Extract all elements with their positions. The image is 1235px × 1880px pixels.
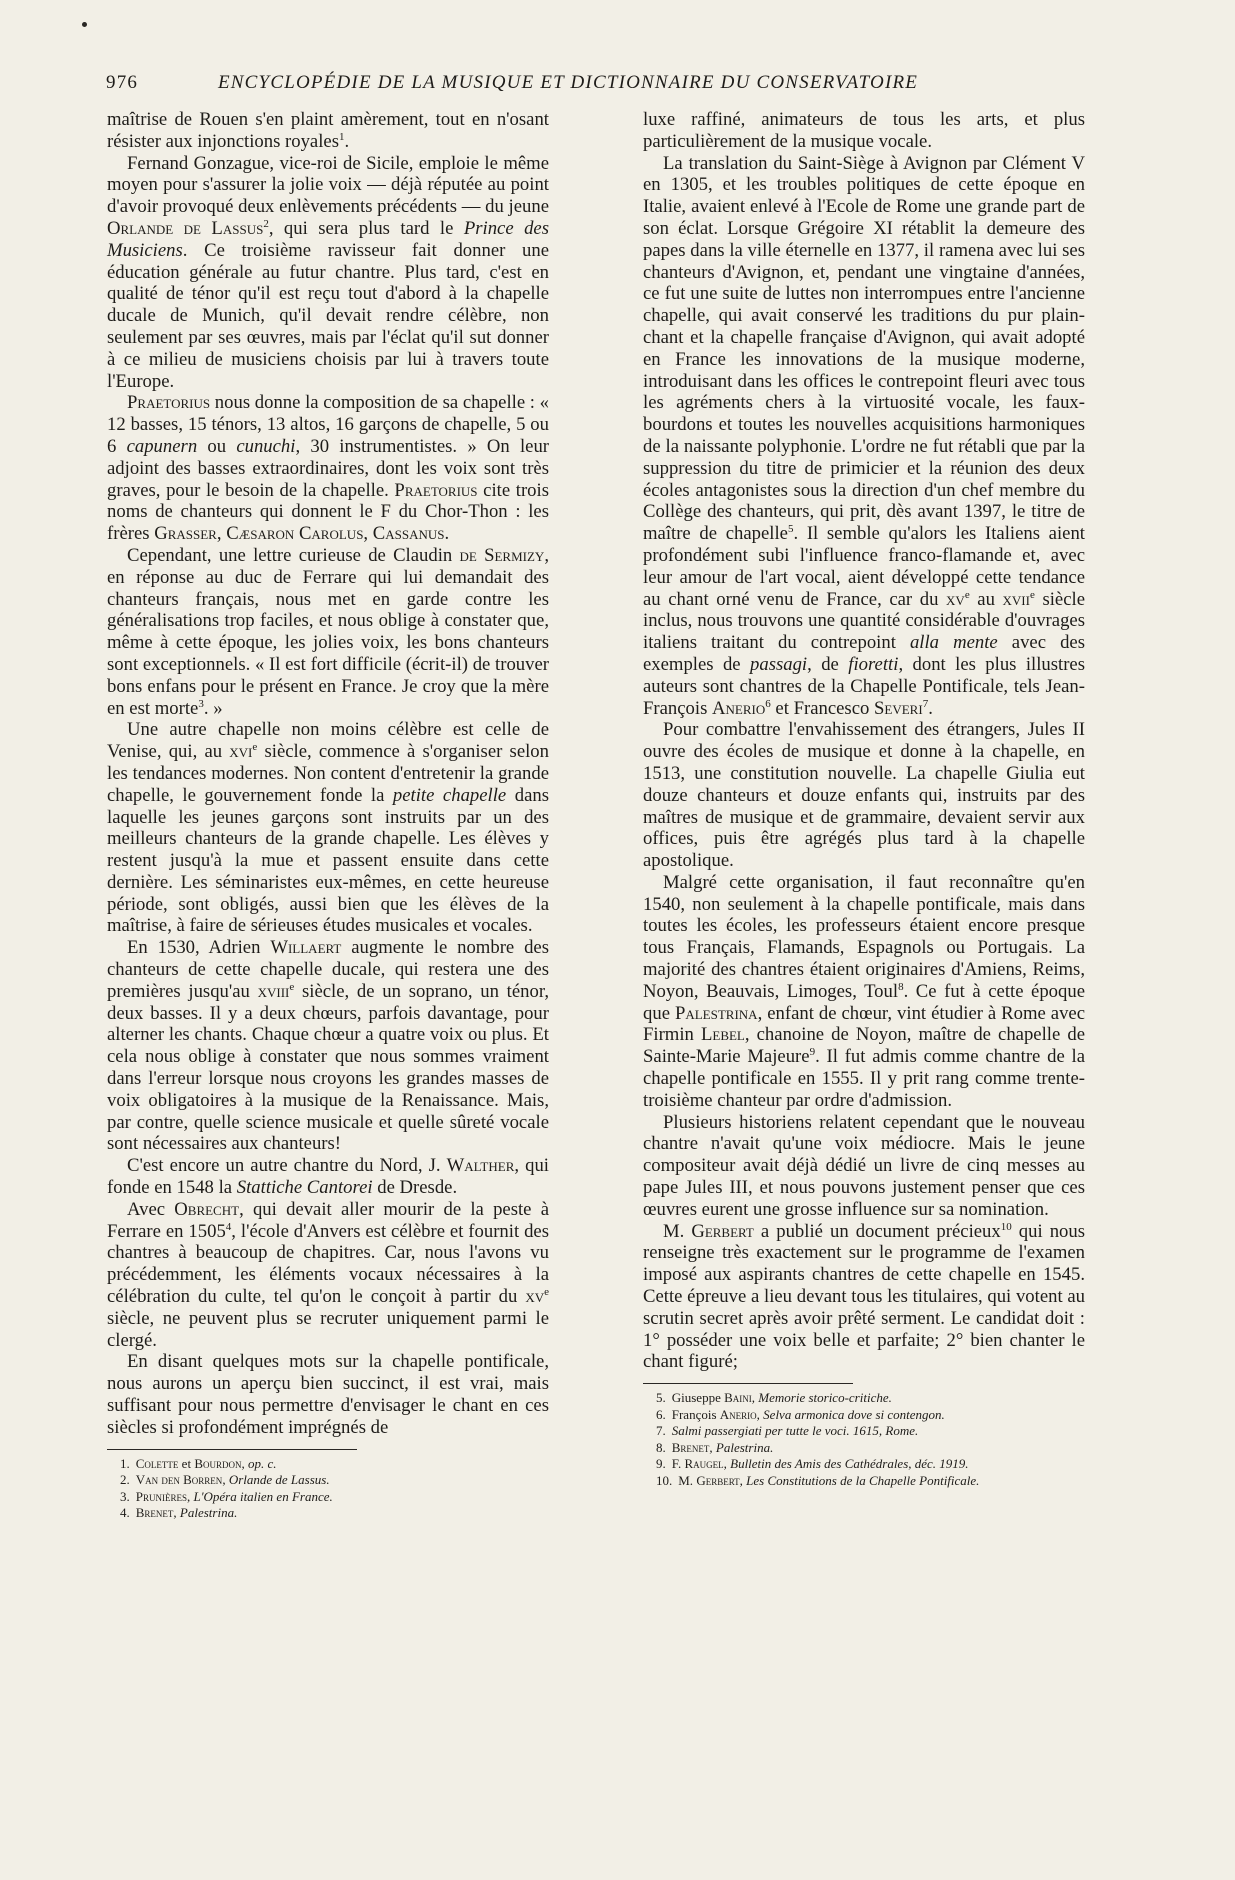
footnote: 1. Colette et Bourdon, op. c. xyxy=(120,1455,277,1471)
paragraph: En disant quelques mots sur la chapelle pontificale, nous aurons un aperçu bien succinct, il est vrai, mais suffisant pour nous permettre d'envisager le chant en ces siècles si profondément imprégnés de xyxy=(107,1351,549,1438)
paragraph: luxe raffiné, animateurs de tous les arts, et plus particulièrement de la musique vocale. xyxy=(643,109,1085,152)
footnote: 3. Prunières, L'Opéra italien en France. xyxy=(120,1488,333,1504)
footnote: 5. Giuseppe Baini, Memorie storico-critiche. xyxy=(656,1390,892,1406)
paragraph: En 1530, Adrien Willaert augmente le nombre des chanteurs de cette chapelle ducale, qui restera une des premières jusqu'au xviii$^e$ siècle, de un soprano, un ténor, deux basses. Il y a deux chœurs, parfois davantage, pour alterner les chants. Chaque chœur a quatre voix ou plus. Et cela nous oblige à constater que nous sommes vraiment dans l'erreur lorsque nous croyons les grandes masses de voix obligatoires à la musique de la Renaissance. Mais, par contre, quelle science musicale et quelle sûreté vocale sont nécessaires aux chanteurs! xyxy=(107,937,550,1155)
paragraph: Praetorius nous donne la composition de sa chapelle : « 12 basses, 15 ténors, 13 altos, 16 garçons de chapelle, 5 ou 6 capunern ou cunuchi, 30 instrumentistes. » On leur adjoint des basses extraordinaires, dont les voix sont très graves, pour le besoin de la chapelle. Praetorius cite trois noms de chanteurs qui donnent le F du Chor-Thon : les frères Grasser, Cæsaron Carolus, Cassanus. xyxy=(107,392,550,545)
paragraph: Une autre chapelle non moins célèbre est celle de Venise, qui, au xvi$^e$ siècle, commence à s'organiser selon les tendances modernes. Non content d'entretenir la grande chapelle, le gouvernement fonde la petite chapelle dans laquelle les jeunes garçons sont instruits par un des meilleurs chanteurs de la grande chapelle. Les élèves y restent jusqu'à la mue et passent ensuite dans cette dernière. Les séminaristes eux-mêmes, en cette heureuse période, sont obligés, aussi bien que les élèves de la maîtrise, à faire de sérieuses études musicales et vocales. xyxy=(107,719,549,937)
paragraph: La translation du Saint-Siège à Avignon par Clément V en 1305, et les troubles politiques de cette époque en Italie, avaient enlevé à l'Ecole de Rome une grande part de son éclat. Lorsque Grégoire XI rétablit la demeure des papes dans la ville éternelle en 1377, il ramena avec lui ses chanteurs d'Avignon, et, pendant une vingtaine d'années, ce fut une suite de luttes non interrompues entre l'ancienne chapelle, qui avait conservé les traditions du pur plain-chant et la chapelle française d'Avignon, qui avait adopté en France les innovations de la musique moderne, introduisant dans les offices le contrepoint fleuri avec tous les agréments chers à la virtuosité vocale, les faux-bourdons et toutes les nouvelles acquisitions harmoniques de la naissante polyphonie. L'ordre ne fut rétabli que par la suppression du titre de primicier et la réunion des deux écoles antagonistes sous la direction d'un chef membre du Collège des chanteurs, qui prit, dès avant 1397, le titre de maître de chapelle$^5$. Il semble qu'alors les Italiens aient profondément subi l'influence franco-flamande et, avec leur amour de l'art vocal, aient développé cette tendance au chant orné venu de France, car du $xv^e$ au xvii$^e$ siècle inclus, nous trouvons une quantité considérable d'ouvrages italiens traitant du contrepoint alla mente avec des exemples de passagi, de fioretti, dont les plus illustres auteurs sont chantres de la Chapelle Pontificale, tels Jean-François Anerio$^6$ et Francesco Severi$^7$. xyxy=(643,152,1086,719)
footnote: 2. Van den Borren, Orlande de Lassus. xyxy=(120,1472,330,1488)
running-title: ENCYCLOPÉDIE DE LA MUSIQUE ET DICTIONNAIRE DU CONSERVATOIRE xyxy=(218,72,919,93)
footnote: 7. Salmi passergiati per tutte le voci. 1615, Rome. xyxy=(656,1423,919,1439)
footnote: 8. Brenet, Palestrina. xyxy=(656,1439,774,1455)
paragraph: C'est encore un autre chantre du Nord, J. Walther, qui fonde en 1548 la Stattiche Cantorei de Dresde. xyxy=(107,1155,549,1199)
paragraph: M. Gerbert a publié un document précieux$^{10}$ qui nous renseigne très exactement sur le programme de l'examen imposé aux aspirants chantres de cette chapelle en 1545. Cette épreuve a lieu devant tous les titulaires, qui votent au scrutin secret après avoir prêté serment. Le candidat doit : 1° posséder une voix belle et parfaite; 2° bien chanter le chant figuré; xyxy=(643,1220,1085,1373)
paragraph: Fernand Gonzague, vice-roi de Sicile, emploie le même moyen pour s'assurer la jolie voix — déjà réputée au point d'avoir provoqué deux enlèvements précédents — du jeune Orlande de Lassus$^2$, qui sera plus tard le Prince des Musiciens. Ce troisième ravisseur fait donner une éducation générale au futur chantre. Plus tard, c'est en qualité de ténor qu'il est reçu tout d'abord à la chapelle ducale de Munich, qu'il devait rendre célèbre, non seulement par ses œuvres, mais par l'éclat qu'il sut donner à ce milieu de musiciens choisis par lui à travers toute l'Europe. xyxy=(107,152,549,392)
footnotes-right xyxy=(643,1390,1085,1489)
paragraph: Pour combattre l'envahissement des étrangers, Jules II ouvre des écoles de musique et donne à la chapelle, en 1513, une constitution nouvelle. La chapelle Giulia eut douze chanteurs et douze enfants qui, instruits par des maîtres de musique et de grammaire, devaient servir aux offices, puis être agrégés plus tard à la chapelle apostolique. xyxy=(643,719,1085,872)
right-column xyxy=(643,109,1085,1489)
paragraph: maîtrise de Rouen s'en plaint amèrement, tout en n'osant résister aux injonctions royales$^1$. xyxy=(107,109,549,152)
paragraph: Malgré cette organisation, il faut reconnaître qu'en 1540, non seulement à la chapelle pontificale, mais dans toutes les écoles, les professeurs étaient encore presque tous Français, Flamands, Espagnols ou Portugais. La majorité des chantres étaient originaires d'Amiens, Reims, Noyon, Beauvais, Limoges, Toul$^8$. Ce fut à cette époque que Palestrina, enfant de chœur, vint étudier à Rome avec Firmin Lebel, chanoine de Noyon, maître de chapelle de Sainte-Marie Majeure$^9$. Il fut admis comme chantre de la chapelle pontificale en 1555. Il y prit rang comme trente-troisième chanteur par ordre d'admission. xyxy=(643,871,1086,1111)
left-column xyxy=(107,109,549,1522)
page-number: 976 xyxy=(106,72,139,93)
footnote-rule xyxy=(643,1383,853,1384)
footnote: 9. F. Raugel, Bulletin des Amis des Cathédrales, déc. 1919. xyxy=(656,1456,969,1472)
footnote: 6. François Anerio, Selva armonica dove si contengon. xyxy=(656,1406,945,1422)
footnote: 4. Brenet, Palestrina. xyxy=(120,1505,238,1521)
footnote-rule xyxy=(107,1449,357,1450)
running-header xyxy=(106,70,1036,98)
person-name: Orlande de Lassus xyxy=(107,217,264,239)
footnote: 10. M. Gerbert, Les Constitutions de la Chapelle Pontificale. xyxy=(656,1472,980,1488)
paragraph: Avec Obrecht, qui devait aller mourir de la peste à Ferrare en 1505$^4$, l'école d'Anvers est célèbre et fournit des chantres à beaucoup de chapitres. Car, nous l'avons vu précédemment, les éléments vocaux nécessaires à la célébration du culte, tel qu'on le conçoit à partir du $xv^e$ siècle, ne peuvent plus se recruter uniquement parmi le clergé. xyxy=(107,1198,549,1351)
paragraph: Cependant, une lettre curieuse de Claudin de Sermizy, en réponse au duc de Ferrare qui lui demandait des chanteurs français, nous met en garde contre les généralisations trop faciles, et nous oblige à constater que, même à cette époque, les jolies voix, les bons chanteurs sont exceptionnels. « Il est fort difficile (écrit-il) de trouver bons enfans pour le présent en France. Je croy que la mère en est morte$^3$. » xyxy=(107,544,549,719)
ink-dot xyxy=(82,22,87,27)
footnotes-left xyxy=(107,1456,549,1522)
paragraph: Plusieurs historiens relatent cependant que le nouveau chantre n'avait qu'une voix médiocre. Mais le jeune compositeur avait déjà dédié un livre de cinq messes au pape Jules III, et nous pouvons justement penser que ces œuvres eurent une grosse influence sur sa nomination. xyxy=(643,1111,1085,1220)
